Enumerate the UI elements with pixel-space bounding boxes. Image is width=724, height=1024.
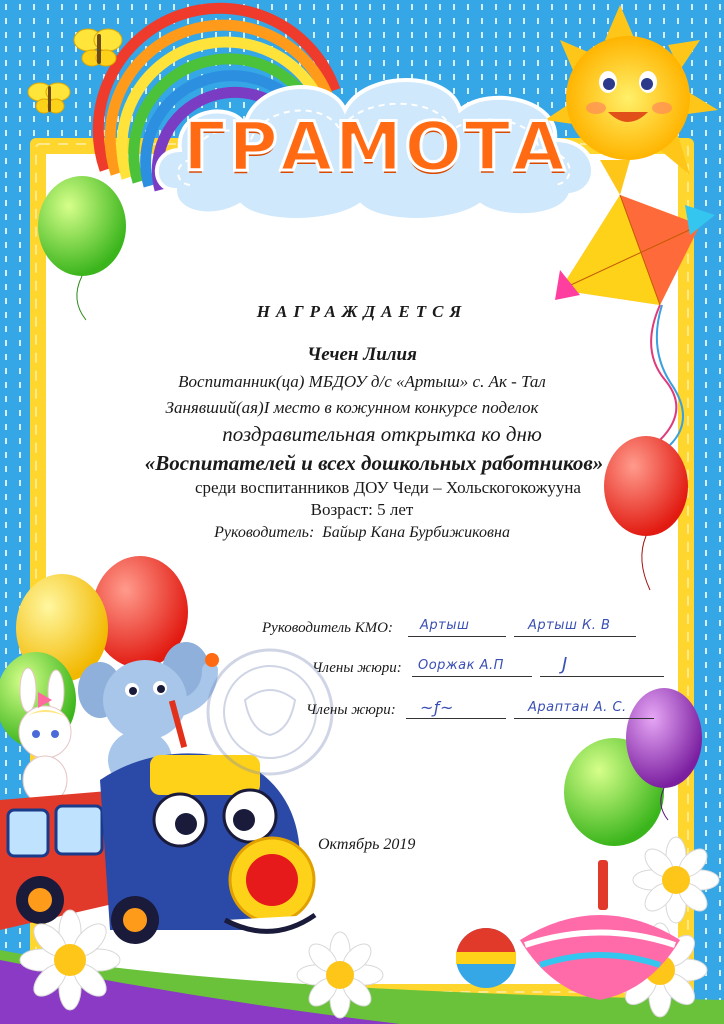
supervisor-name: Байыр Кана Бурбижиковна — [322, 524, 510, 541]
card-line: поздравительная открытка ко дню — [222, 422, 542, 446]
age-line: Возраст: 5 лет — [310, 500, 414, 519]
signature-line — [514, 718, 654, 719]
kmo-label: Руководитель КМО: — [262, 620, 393, 636]
certificate-date: Октябрь 2019 — [318, 836, 416, 853]
jury-label-1: Члены жюри: — [312, 660, 402, 676]
signature-line — [540, 676, 664, 677]
awarded-heading: НАГРАЖДАЕТСЯ — [256, 302, 468, 321]
jury-label-2: Члены жюри: — [306, 702, 396, 718]
signature-jury1-1: Ооржак А.П — [418, 658, 504, 673]
pupil-line: Воспитанник(ца) МБДОУ д/с «Артыш» с. Ак - Тал — [178, 372, 546, 391]
supervisor-line — [0, 524, 724, 542]
certificate-title: ГРАМОТА — [182, 108, 568, 187]
supervisor-label: Руководитель: — [214, 524, 315, 541]
ball-icon — [456, 928, 516, 988]
holiday-line: «Воспитателей и всех дошкольных работников» — [144, 451, 604, 475]
among-line: среди воспитанников ДОУ Чеди – Хольскогокожууна — [195, 478, 581, 497]
signature-kmo-2: Артыш К. В — [528, 618, 611, 633]
recipient-name: Чечен Лилия — [307, 344, 417, 365]
signature-kmo-1: Артыш — [420, 618, 470, 633]
signature-jury2-2: Араптан А. С. — [528, 700, 627, 715]
signature-jury2-1-mark: ~ƒ~ — [420, 698, 454, 717]
signature-line — [412, 676, 532, 677]
signature-jury1-2-mark: J — [562, 654, 568, 675]
signature-line — [514, 636, 636, 637]
signature-line — [408, 636, 506, 637]
place-line: Занявший(ая)I место в кожунном конкурсе поделок — [165, 398, 539, 417]
signature-line — [406, 718, 506, 719]
